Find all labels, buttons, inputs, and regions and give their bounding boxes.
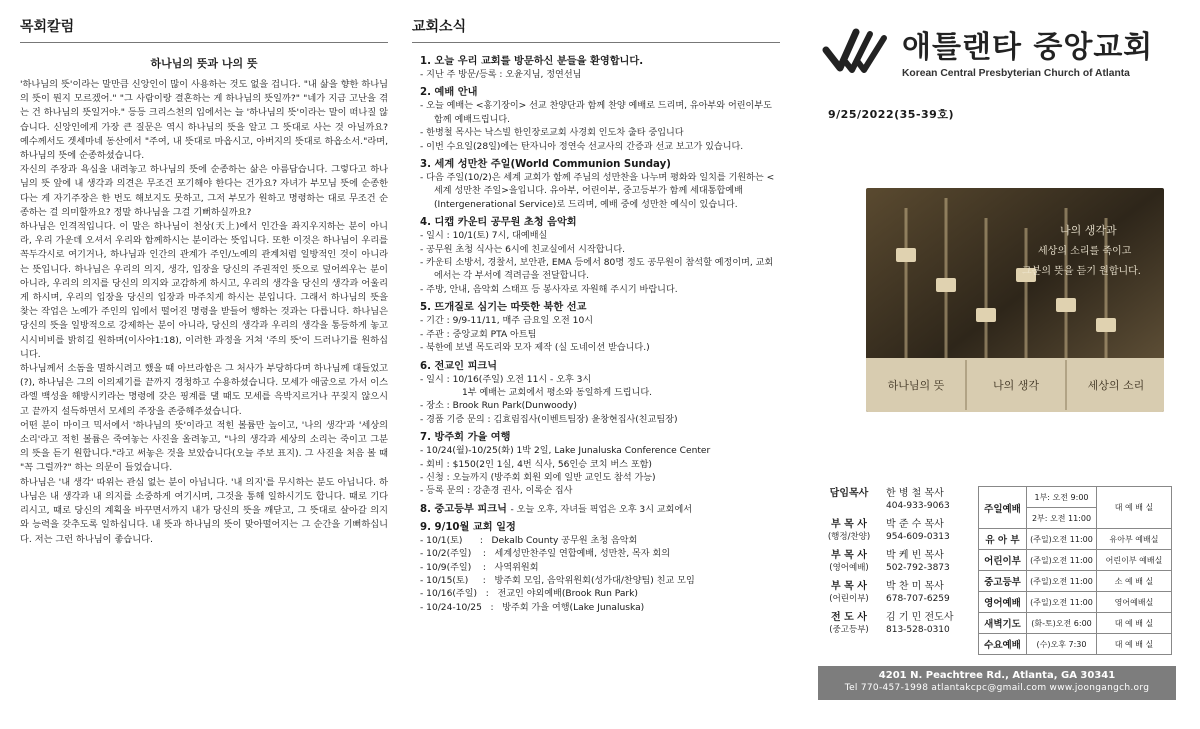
staff-name: 박 케 빈 목사	[886, 550, 944, 561]
staff-name: 박 찬 미 목사	[886, 581, 944, 592]
cover-text-line: 그분의 뜻을 듣기 원합니다.	[1022, 266, 1141, 277]
news-section-title: 3. 세계 성만찬 주일(World Communion Sunday)	[420, 159, 671, 171]
staff-item	[818, 550, 978, 574]
schedule-row	[979, 529, 1172, 550]
church-name-korean: 애틀랜타 중앙교회	[902, 30, 1154, 65]
cover-panel	[818, 8, 1178, 720]
schedule-time: 2부: 오전 11:00	[1027, 508, 1097, 529]
schedule-place: 대 예 배 실	[1097, 634, 1172, 655]
news-line: - 회비 : $150(2인 1실, 4번 식사, 56인승 코치 버스 포함)	[420, 459, 652, 470]
staff-role-label: 부 목 사	[831, 550, 867, 561]
news-line: - 일시 : 10/16(주일) 오전 11시 - 오후 3시	[420, 374, 592, 385]
cover-photo	[866, 188, 1164, 412]
staff-name: 박 준 수 목사	[886, 519, 944, 530]
staff-role	[818, 550, 880, 574]
news-section	[420, 360, 780, 428]
news-section	[420, 503, 780, 517]
staff-item	[818, 581, 978, 605]
schedule-place: 소 예 배 실	[1097, 571, 1172, 592]
staff-role-label: 전 도 사	[831, 612, 867, 623]
schedule-place: 영어예배실	[1097, 592, 1172, 613]
staff-info	[880, 488, 950, 512]
column-heading: 목회칼럼	[20, 8, 388, 43]
news-section-title: 2. 예배 안내	[420, 87, 478, 99]
staff-list	[818, 488, 978, 643]
news-line: - 오늘 예배는 <홍기장이> 선교 찬양단과 함께 찬양 예배로 드리며, 유아부와 어린이부도 함께 예배드립니다.	[420, 101, 772, 125]
news-line: - 10/24(월)-10/25(화) 1박 2일, Lake Junaluska Conference Center	[420, 446, 711, 457]
schedule-time: (수)오후 7:30	[1027, 634, 1097, 655]
fader-label: 하나님의 뜻	[887, 379, 945, 392]
schedule-dept: 주일예배	[979, 487, 1027, 529]
news-line: - 10/1(토) : Dekalb County 공무원 초청 음악회	[420, 535, 638, 546]
schedule-dept: 수요예배	[979, 634, 1027, 655]
staff-role-label: 부 목 사	[831, 581, 867, 592]
church-contact: Tel 770-457-1998 atlantakcpc@gmail.com www.joongangch.org	[844, 683, 1150, 693]
schedule-place: 유아부 예배실	[1097, 529, 1172, 550]
column-title: 하나님의 뜻과 나의 뜻	[150, 57, 258, 70]
staff-role	[818, 612, 880, 636]
column-paragraph: 하나님은 인격적입니다. 이 말은 하나님이 천상(天上)에서 인간을 좌지우지하는 분이 아니라, 우리 가운데 오셔서 우리와 함께하시는 분이라는 뜻입니다. 또한 이것은 하나님이 우리를 꼭두각시로 여기거나, 하나님과 인간의 관계가 주인/노예의 관계처럼 일방적인 것이 아니라는 뜻입니다. 하나님은 우리의 의지, 생각, 입장을 당신의 주권적인 뜻으로 덮어씌우는 분이 아니라, 우리의 의지를 당신의 의지와 교감하게 하시고, 우리의 생각을 당신의 생각과 어울리게 하시며, 우리의 입장을 당신의 입장과 마주치게 하시는 분입니다. 그래서 하나님의 뜻을 찾는 작업은 노예가 주인의 입에서 떨어진 명령을 받들어 행하는 것과는 다릅니다. 하나님은 당신의 뜻을 일방적으로 강제하는 분이 아니라, 당신의 생각과 우리의 생각을 통등하게 놓고 시시비비를 밝히길 원하며(이사야1:18), 이러한 과정을 거쳐 '주의 뜻'이 드러나기를 원하십니다.	[20, 221, 388, 360]
news-section-title: 1. 오늘 우리 교회를 방문하신 분들을 환영합니다.	[420, 56, 644, 67]
schedule-row	[979, 592, 1172, 613]
news-section-title: 9. 9/10월 교회 일정	[420, 521, 516, 533]
staff-phone: 954-609-0313	[886, 532, 950, 542]
staff-item	[818, 488, 978, 512]
news-section	[420, 431, 780, 499]
news-section-title: 8. 중고등부 피크닉	[420, 503, 507, 515]
schedule-row	[979, 550, 1172, 571]
schedule-place: 대 예 배 실	[1097, 487, 1172, 529]
staff-role	[818, 488, 880, 512]
mixer-image	[866, 188, 1164, 412]
issue-date: 9/25/2022(35-39호)	[828, 108, 954, 121]
cover-text-line: 세상의 소리를 죽이고	[1038, 246, 1132, 257]
staff-info	[880, 612, 954, 636]
column-paragraph: 어떤 분이 마이크 믹서에서 '하나님의 뜻'이라고 적힌 볼륨만 높이고, '나의 생각'과 '세상의 소리'라고 적힌 볼륨은 죽여놓는 사진을 올려놓고, "나의 생각과 세상의 소리는 죽이고 그분의 뜻을 듣기 원합니다."라고 써놓은 것을 보았습니다(오늘 주보 표지). 그 사진을 처음 볼 때 "꼭 그럴까?" 하는 의문이 들었습니다.	[20, 419, 388, 474]
news-line: - 10/24-10/25 : 방주회 가을 여행(Lake Junaluska)	[420, 602, 645, 613]
column-paragraph: 하나님께서 소돔을 멸하시려고 했을 때 아브라함은 그 처사가 부당하다며 하나님께 대들었고(?), 하나님은 그의 이의제기를 끝까지 경청하고 수용하셨습니다. 모세가 애굽으로 가서 이스라엘 백성을 해방시키라는 명령에 갖은 핑계를 댈 때도 모세를 윽박지르거나 꾸짖지 않으시고 끝까지 설득하면서 모세의 주장을 존중해주셨습니다.	[20, 363, 388, 417]
staff-role	[818, 519, 880, 543]
news-line: - 경품 기증 문의 : 김효림집사(이벤트팀장) 윤창현집사(친교팀장)	[420, 414, 678, 425]
staff-role-label: 부 목 사	[831, 519, 867, 530]
news-line: - 오늘 오후, 자녀들 픽업은 오후 3시 교회에서	[510, 504, 693, 515]
schedule-time: (주일)오전 11:00	[1027, 592, 1097, 613]
staff-name: 김 기 민 전도사	[886, 612, 954, 623]
news-line: - 이번 수요일(28일)에는 탄자니아 정연숙 선교사의 간증과 선교 보고가 있습니다.	[420, 141, 744, 152]
staff-info	[880, 519, 950, 543]
news-line: - 등록 문의 : 강춘경 권사, 이록순 집사	[420, 486, 573, 497]
news-line: - 일시 : 10/1(토) 7시, 대예배실	[420, 231, 548, 242]
news-line: - 한병철 목사는 낙스빌 한인장로교회 사경회 인도차 출타 중입니다	[420, 128, 684, 139]
schedule-dept: 유 아 부	[979, 529, 1027, 550]
cover-text-line: 나의 생각과	[1060, 224, 1117, 237]
church-news	[412, 8, 780, 615]
staff-role-sub: (어린이부)	[829, 594, 869, 604]
schedule-dept: 영어예배	[979, 592, 1027, 613]
staff-info	[880, 581, 950, 605]
staff-phone: 502-792-3873	[886, 563, 950, 573]
schedule-time: (주일)오전 11:00	[1027, 550, 1097, 571]
schedule-row	[979, 571, 1172, 592]
news-section-title: 7. 방주회 가을 여행	[420, 432, 511, 444]
schedule-time: (화-토)오전 6:00	[1027, 613, 1097, 634]
staff-role-sub: (행정/찬양)	[827, 532, 871, 542]
news-line: 1부 예배는 교회에서 평소와 동일하게 드립니다.	[462, 387, 653, 398]
news-line: - 다음 주일(10/2)은 세계 교회가 함께 주님의 성만찬을 나누며 평화와 일치를 기원하는 <세계 성만찬 주일>을입니다. 유아부, 어린이부, 중고등부가 함께 세대통합예배(Intergenerational Service)로 드리며, 예배 중에 성만찬 예식이 있습니다.	[420, 173, 775, 210]
staff-item	[818, 519, 978, 543]
news-section-title: 4. 디캡 카운티 공무원 초청 음악회	[420, 217, 577, 229]
news-line: - 10/2(주일) : 세계성만찬주일 연합예배, 성만찬, 목자 회의	[420, 549, 671, 560]
pastoral-column	[20, 8, 388, 547]
news-line: - 주방, 안내, 음악회 스태프 등 봉사자로 자원해 주시기 바랍니다.	[420, 284, 678, 295]
news-line: - 카운티 소방서, 경찰서, 보안관, EMA 등에서 80명 정도 공무원이 참석할 예정이며, 교회에서는 각 부서에 격려금을 전달합니다.	[420, 258, 774, 282]
church-name-english: Korean Central Presbyterian Church of Atlanta	[902, 68, 1130, 79]
column-paragraph: '하나님의 뜻'이라는 말만큼 신앙인이 많이 사용하는 것도 없을 겁니다. "내 삶을 향한 하나님의 뜻이 뭔지 모르겠어." "그 사람이랑 결혼하는 게 하나님의 뜻일까?" "네가 지금 고난을 겪는 건 하나님의 뜻일거야." 등등 크리스천의 입에서는 늘 '하나님의 뜻'이라는 말이 떠나질 않습니다. 신앙인에게 가장 큰 질문은 역시 하나님의 뜻을 알고 그 뜻대로 사는 것 아닐까요? 예수께서도 겟세마네 동산에서 "주여, 내 뜻대로 마옵시고, 아버지의 뜻대로 하옵소서."라며, 하나님의 뜻에 순종하셨습니다.	[20, 79, 388, 162]
news-line: - 신청 : 오늘까지 (방주회 회원 외에 일반 교인도 참석 가능)	[420, 472, 656, 483]
schedule-row	[979, 487, 1172, 508]
church-logo-icon	[822, 20, 890, 80]
schedule-place: 어린이부 예배실	[1097, 550, 1172, 571]
news-section	[420, 158, 780, 212]
news-section-title: 5. 뜨개질로 심기는 따뜻한 북한 선교	[420, 302, 587, 314]
news-line: - 장소 : Brook Run Park(Dunwoody)	[420, 401, 577, 412]
schedule-time: 1부: 오전 9:00	[1027, 487, 1097, 508]
staff-role-sub: (영어예배)	[829, 563, 869, 573]
schedule-row	[979, 613, 1172, 634]
church-footer	[818, 666, 1176, 700]
schedule-dept: 어린이부	[979, 550, 1027, 571]
fader-label: 나의 생각	[992, 379, 1040, 392]
news-section	[420, 86, 780, 154]
fader-label: 세상의 소리	[1087, 379, 1145, 392]
staff-item	[818, 612, 978, 636]
staff-name: 한 병 철 목사	[886, 488, 944, 499]
staff-role-label: 담임목사	[829, 488, 869, 499]
schedule-time: (주일)오전 11:00	[1027, 529, 1097, 550]
schedule-dept: 새벽기도	[979, 613, 1027, 634]
news-section	[420, 55, 780, 82]
news-line: - 10/15(토) : 방주회 모임, 음악위원회(성가대/찬양팀) 친교 모임	[420, 575, 695, 586]
news-section	[420, 216, 780, 297]
schedule-dept: 중고등부	[979, 571, 1027, 592]
news-section	[420, 521, 780, 615]
staff-info	[880, 550, 950, 574]
staff-phone: 813-528-0310	[886, 625, 950, 635]
staff-phone: 678-707-6259	[886, 594, 950, 604]
church-address: 4201 N. Peachtree Rd., Atlanta, GA 30341	[878, 670, 1116, 681]
schedule-time: (주일)오전 11:00	[1027, 571, 1097, 592]
staff-role-sub: (중고등부)	[829, 625, 869, 635]
column-paragraph: 하나님은 '내 생각' 따위는 관심 없는 분이 아닙니다. '내 의지'를 무시하는 분도 아닙니다. 하나님은 내 생각과 내 의지를 소중하게 여기시며, 그것을 통해 일하시기도 합니다. 때로 기다리시고, 때로 당신의 계획을 바꾸면서까지 내가 당신의 뜻을 깨닫고, 그 뜻대로 살아갈 의지와 능력을 갖추도록 일하십니다. 내 뜻과 하나님의 뜻이 맞아떨어지는 그 순간을 기뻐하십니다. 저는 그런 하나님이 좋습니다.	[20, 476, 388, 545]
news-line: - 북한에 보낼 목도리와 모자 제작 (실 도네이션 받습니다.)	[420, 343, 650, 354]
news-line: - 10/16(주일) : 전교인 야외예배(Brook Run Park)	[420, 589, 638, 600]
news-line: - 주관 : 중앙교회 PTA 아트팀	[420, 329, 537, 340]
news-line: - 10/9(주일) : 사역위원회	[420, 562, 539, 573]
news-section-title	[420, 503, 780, 517]
column-paragraph: 자신의 주장과 욕심을 내려놓고 하나님의 뜻에 순종하는 삶은 아름답습니다. 그렇다고 하나님의 뜻 앞에 내 생각과 의견은 무조건 포기해야 한다는 건가요? 자녀가 부모님 뜻에 순종한다는 게 자기주장은 한 번도 해보지도 못하고, 그저 부모가 원하고 명령하는 대로 무조건 순종하는 걸 의미할까요? 정말 하나님을 그걸 기뻐하실까요?	[20, 164, 388, 218]
schedule-row	[979, 634, 1172, 655]
worship-schedule-table	[978, 486, 1172, 655]
news-line: - 지난 주 방문/등록 : 오윤지님, 정연선님	[420, 70, 582, 80]
church-logo	[822, 20, 1182, 92]
news-section-title: 6. 전교인 피크닉	[420, 360, 498, 372]
news-line: - 공무원 초청 식사는 6시에 친교실에서 시작합니다.	[420, 244, 625, 255]
news-section	[420, 301, 780, 355]
staff-phone: 404-933-9063	[886, 501, 950, 511]
news-heading: 교회소식	[412, 8, 780, 43]
news-line: - 기간 : 9/9-11/11, 매주 금요일 오전 10시	[420, 316, 594, 327]
schedule-place: 대 예 배 실	[1097, 613, 1172, 634]
staff-role	[818, 581, 880, 605]
